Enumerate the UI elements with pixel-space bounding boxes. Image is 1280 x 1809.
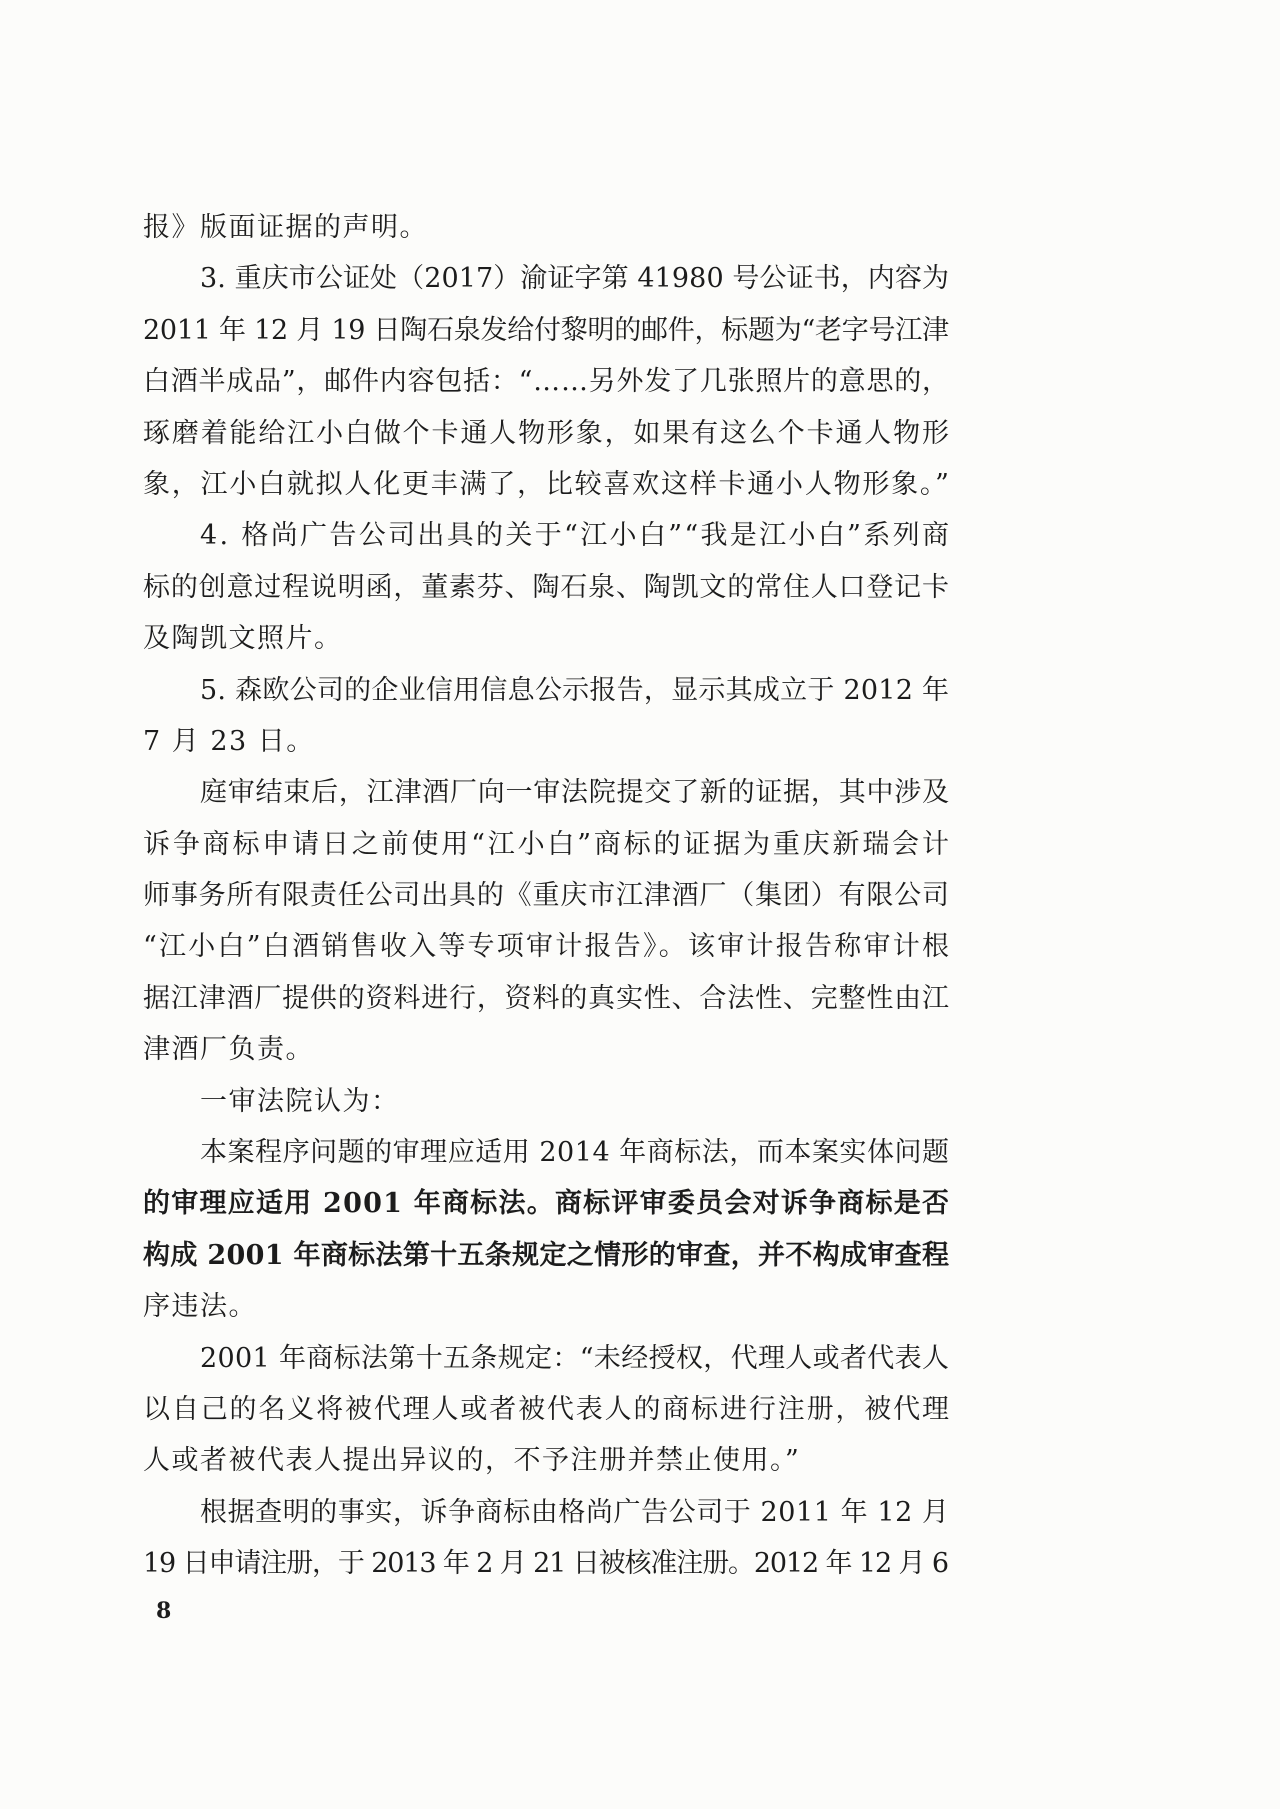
text-line: 本案程序问题的审理应适用 2014 年商标法，而本案实体问题 (200, 1137, 950, 1169)
text-line: 人或者被代表人提出异议的，不予注册并禁止使用。” (143, 1445, 801, 1477)
text-line: 2011 年 12 月 19 日陶石泉发给付黎明的邮件，标题为“老字号江津 (143, 314, 949, 346)
text-line: 3. 重庆市公证处（2017）渝证字第 41980 号公证书，内容为 (200, 263, 950, 295)
text-line: 诉争商标申请日之前使用“江小白”商标的证据为重庆新瑞会计 (143, 828, 952, 860)
paragraph (143, 1333, 949, 1487)
paragraph (143, 202, 949, 253)
text-line: 一审法院认为： (200, 1085, 400, 1117)
text-line: 2001 年商标法第十五条规定：“未经授权，代理人或者代表人 (200, 1342, 950, 1374)
paragraph (143, 1487, 949, 1590)
text-line: 4. 格尚广告公司出具的关于“江小白”“我是江小白”系列商 (200, 520, 952, 552)
text-line: 序违法。 (143, 1291, 257, 1323)
text-line: 的审理应适用 2001 年商标法。商标评审委员会对诉争商标是否 (143, 1188, 951, 1220)
paragraph (143, 767, 952, 1075)
body-text (143, 202, 952, 1590)
text-line: 白酒半成品”，邮件内容包括：“……另外发了几张照片的意思的， (143, 366, 950, 398)
text-line: 庭审结束后，江津酒厂向一审法院提交了新的证据，其中涉及 (200, 777, 950, 809)
text-line: 构成 2001 年商标法第十五条规定之情形的审查，并不构成审查程 (143, 1239, 950, 1271)
paragraph (143, 1076, 949, 1127)
page-number: 8 (156, 1598, 172, 1624)
text-line: 及陶凯文照片。 (143, 623, 343, 655)
text-line: 7 月 23 日。 (143, 725, 315, 757)
text-line: 师事务所有限责任公司出具的《重庆市江津酒厂（集团）有限公司 (143, 880, 950, 912)
text-line: 根据查明的事实，诉争商标由格尚广告公司于 2011 年 12 月 (200, 1496, 950, 1528)
paragraph (143, 1127, 949, 1333)
text-line: 津酒厂负责。 (143, 1034, 314, 1066)
paragraph (143, 665, 949, 768)
text-line: 象，江小白就拟人化更丰满了，比较喜欢这样卡通小人物形象。” (143, 468, 951, 500)
text-line: 5. 森欧公司的企业信用信息公示报告，显示其成立于 2012 年 (200, 674, 950, 706)
text-line: 报》版面证据的声明。 (143, 212, 428, 243)
paragraph (143, 510, 952, 664)
text-line: “江小白”白酒销售收入等专项审计报告》。该审计报告称审计根 (143, 931, 952, 963)
text-line: 19 日申请注册，于 2013 年 2 月 21 日被核准注册。2012 年 12 月 6 (143, 1548, 948, 1580)
text-line: 琢磨着能给江小白做个卡通人物形象，如果有这么个卡通人物形 (143, 417, 951, 449)
text-line: 据江津酒厂提供的资料进行，资料的真实性、合法性、完整性由江 (143, 982, 950, 1014)
paragraph (143, 253, 949, 510)
text-line: 标的创意过程说明函，董素芬、陶石泉、陶凯文的常住人口登记卡 (143, 571, 950, 603)
text-line: 以自己的名义将被代理人或者被代表人的商标进行注册，被代理 (143, 1393, 951, 1425)
